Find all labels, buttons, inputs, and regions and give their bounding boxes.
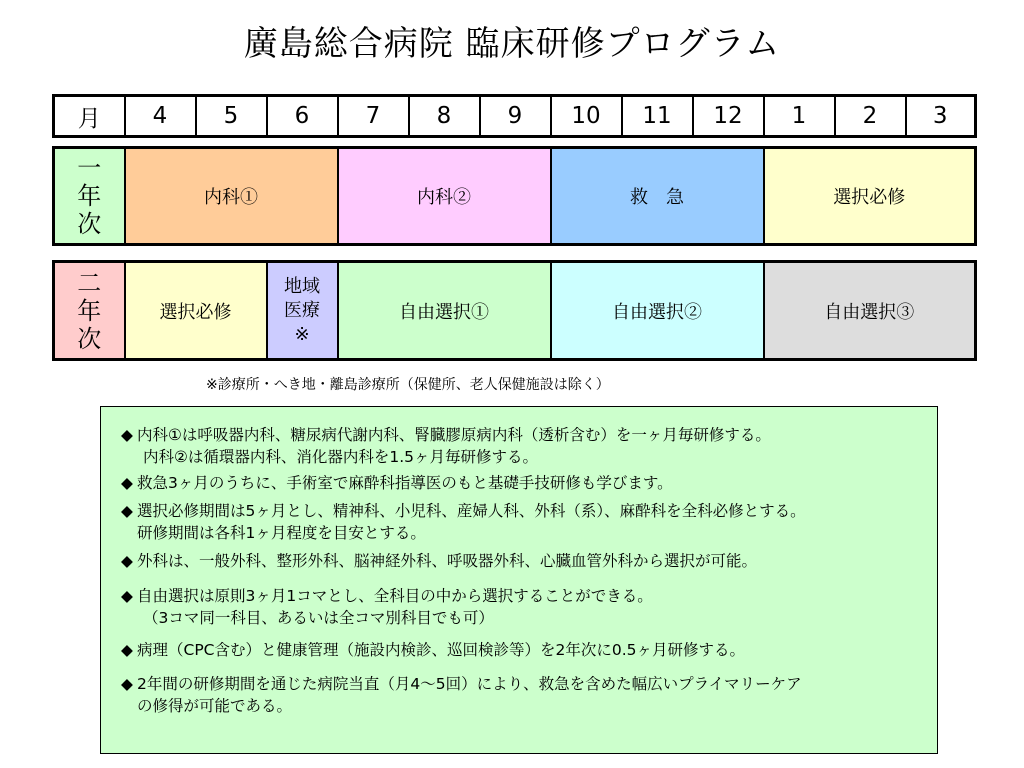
year1-timeline [52,146,977,246]
bullet-icon: ◆ [121,474,133,492]
year2-timeline [52,260,977,361]
note-item: ◆ 救急3ヶ月のうちに、手術室で麻酔科指導医のもと基礎手技研修も学びます。 [121,474,673,492]
bullet-icon: ◆ [121,502,133,520]
bullet-icon: ◆ [121,641,133,659]
month-cell: 9 [480,96,551,137]
page-title: 廣島総合病院 臨床研修プログラム [243,24,781,64]
month-calendar [52,94,977,138]
year1-block-naika2: 内科② [338,148,551,245]
note-item: ◆ 病理（CPC含む）と健康管理（施設内検診、巡回検診等）を2年次に0.5ヶ月研修する。 [121,641,746,659]
month-cell: 4 [125,96,196,137]
month-header: 月 [54,96,125,137]
month-cell: 10 [551,96,622,137]
bullet-icon: ◆ [121,426,133,444]
note-item: ◆ 自由選択は原則3ヶ月1コマとし、全科目の中から選択することができる。 （3コマ同一科目、あるいは全コマ別科目でも可） [121,587,653,627]
month-cell: 8 [409,96,480,137]
year1-label: 一 年 次 [54,148,125,245]
year1-block-naika1: 内科① [125,148,338,245]
month-cell: 3 [906,96,976,137]
year2-block-jiyu2: 自由選択② [551,262,764,360]
bullet-icon: ◆ [121,552,133,570]
footnote: ※診療所・へき地・離島診療所（保健所、老人保健施設は除く） [206,377,610,393]
year2-block-sentaku: 選択必修 [125,262,267,360]
year1-block-sentaku: 選択必修 [764,148,976,245]
year2-label: 二 年 次 [54,262,125,360]
year2-block-chiiki: 地域 医療 ※ [267,262,338,360]
note-item: ◆ 2年間の研修期間を通じた病院当直（月4～5回）により、救急を含めた幅広いプライマリーケア の修得が可能である。 [121,675,802,715]
note-item: ◆ 外科は、一般外科、整形外科、脳神経外科、呼吸器外科、心臓血管外科から選択が可能。 [121,552,758,570]
month-cell: 11 [622,96,693,137]
year2-block-jiyu3: 自由選択③ [764,262,976,360]
note-item: ◆ 選択必修期間は5ヶ月とし、精神科、小児科、産婦人科、外科（系）、麻酔科を全科必修とする。 研修期間は各科1ヶ月程度を目安とする。 [121,502,806,542]
month-cell: 1 [764,96,835,137]
month-cell: 5 [196,96,267,137]
year1-block-kyukyu: 救 急 [551,148,764,245]
month-cell: 7 [338,96,409,137]
year2-block-jiyu1: 自由選択① [338,262,551,360]
month-cell: 2 [835,96,906,137]
note-item: ◆ 内科①は呼吸器内科、糖尿病代謝内科、腎臓膠原病内科（透析含む）を一ヶ月毎研修する。 内科②は循環器内科、消化器内科を1.5ヶ月毎研修する。 [121,426,771,466]
bullet-icon: ◆ [121,587,133,605]
bullet-icon: ◆ [121,675,133,693]
notes-box [100,406,938,754]
month-cell: 6 [267,96,338,137]
month-cell: 12 [693,96,764,137]
